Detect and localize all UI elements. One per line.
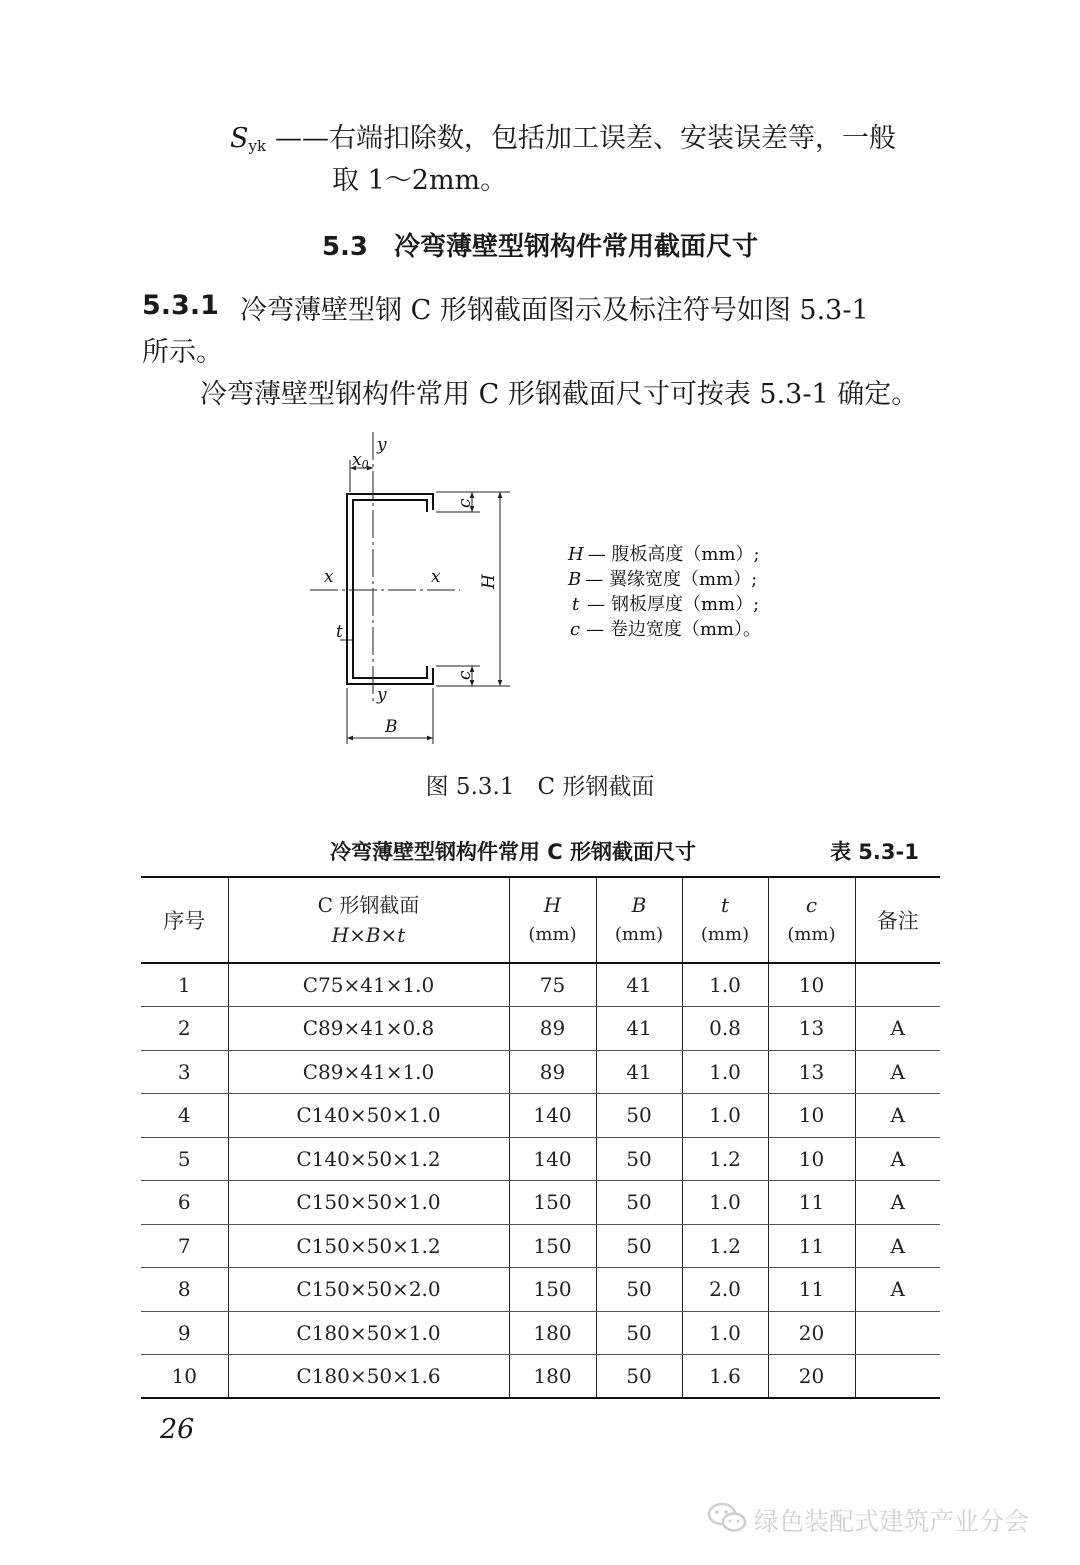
cell-section: C89×41×1.0	[228, 1050, 509, 1094]
definition-line-1: ——右端扣除数，包括加工误差、安装误差等，一般	[275, 123, 896, 154]
label-x0: x0	[352, 450, 369, 471]
cell-c: 13	[768, 1050, 855, 1094]
symbol-sub: yk	[248, 137, 267, 155]
cell-section: C180×50×1.6	[228, 1355, 509, 1399]
header-index: 序号	[141, 877, 228, 963]
cell-t: 1.0	[682, 963, 768, 1007]
cell-H: 140	[509, 1137, 596, 1181]
cell-no: 7	[141, 1224, 228, 1268]
wechat-icon	[706, 1500, 750, 1536]
clause-line-1: 冷弯薄壁型钢 C 形钢截面图示及标注符号如图 5.3-1	[240, 295, 869, 326]
cell-H: 150	[509, 1181, 596, 1225]
page-number: 26	[160, 1414, 195, 1445]
cell-no: 9	[141, 1311, 228, 1355]
cell-c: 10	[768, 1137, 855, 1181]
header-t: t (mm)	[682, 877, 768, 963]
cell-B: 41	[596, 1007, 682, 1051]
cell-c: 11	[768, 1181, 855, 1225]
legend-item: H — 腹板高度（mm）;	[568, 544, 760, 565]
cell-B: 50	[596, 1224, 682, 1268]
label-c-bottom: c	[455, 670, 475, 680]
label-x-left: x	[324, 567, 334, 587]
cell-section: C89×41×0.8	[228, 1007, 509, 1051]
cell-t: 1.0	[682, 1311, 768, 1355]
cell-H: 89	[509, 1007, 596, 1051]
cell-no: 8	[141, 1268, 228, 1312]
c-section-outline-inner	[353, 500, 427, 678]
cell-B: 50	[596, 1268, 682, 1312]
cell-B: 41	[596, 963, 682, 1007]
label-c-top: c	[455, 498, 475, 508]
table-header-row	[141, 877, 940, 963]
label-B: B	[385, 717, 398, 737]
cell-c: 20	[768, 1355, 855, 1399]
cell-note: A	[855, 1050, 940, 1094]
table-row	[141, 1311, 940, 1355]
watermark-text: 绿色装配式建筑产业分会	[754, 1507, 1030, 1536]
cell-section: C180×50×1.0	[228, 1311, 509, 1355]
cell-note: A	[855, 1137, 940, 1181]
cell-t: 0.8	[682, 1007, 768, 1051]
label-x-right: x	[431, 567, 441, 587]
definition-symbol	[230, 118, 266, 167]
symbol-main: S	[230, 123, 249, 154]
cell-t: 1.2	[682, 1224, 768, 1268]
cell-H: 75	[509, 963, 596, 1007]
cell-c: 13	[768, 1007, 855, 1051]
header-B: B (mm)	[596, 877, 682, 963]
section-size-table	[141, 876, 940, 1399]
label-y-top: y	[377, 435, 387, 455]
cell-no: 1	[141, 963, 228, 1007]
header-c: c (mm)	[768, 877, 855, 963]
header-H: H (mm)	[509, 877, 596, 963]
cell-B: 50	[596, 1355, 682, 1399]
cell-c: 11	[768, 1268, 855, 1312]
legend-item: B — 翼缘宽度（mm）;	[568, 569, 758, 590]
cell-note	[855, 1311, 940, 1355]
cell-note: A	[855, 1181, 940, 1225]
cell-section: C150×50×1.0	[228, 1181, 509, 1225]
header-note: 备注	[855, 877, 940, 963]
cell-B: 50	[596, 1137, 682, 1181]
cell-t: 1.2	[682, 1137, 768, 1181]
cell-t: 1.0	[682, 1094, 768, 1138]
table-title: 冷弯薄壁型钢构件常用 C 形钢截面尺寸	[330, 840, 697, 864]
label-H: H	[479, 574, 499, 589]
cell-note: A	[855, 1007, 940, 1051]
table-row	[141, 1355, 940, 1399]
table-row	[141, 1268, 940, 1312]
cell-t: 1.0	[682, 1181, 768, 1225]
clause-number: 5.3.1	[142, 290, 219, 321]
table-row	[141, 1094, 940, 1138]
cell-B: 50	[596, 1094, 682, 1138]
cell-H: 180	[509, 1311, 596, 1355]
cell-section: C140×50×1.0	[228, 1094, 509, 1138]
cell-H: 140	[509, 1094, 596, 1138]
cell-B: 50	[596, 1311, 682, 1355]
cell-B: 41	[596, 1050, 682, 1094]
cell-H: 89	[509, 1050, 596, 1094]
figure-caption: 图 5.3.1 C 形钢截面	[425, 774, 655, 800]
cell-t: 2.0	[682, 1268, 768, 1312]
header-section: C 形钢截面 H×B×t	[228, 877, 509, 963]
cell-B: 50	[596, 1181, 682, 1225]
clause-paragraph-2: 冷弯薄壁型钢构件常用 C 形钢截面尺寸可按表 5.3-1 确定。	[200, 379, 919, 410]
definition-line-2: 取 1～2mm。	[332, 165, 508, 196]
cell-note	[855, 963, 940, 1007]
table-row	[141, 963, 940, 1007]
table-row	[141, 1181, 940, 1225]
table-row	[141, 1007, 940, 1051]
cell-no: 2	[141, 1007, 228, 1051]
label-y-bottom: y	[377, 685, 387, 705]
cell-c: 10	[768, 1094, 855, 1138]
table-row	[141, 1137, 940, 1181]
cell-no: 10	[141, 1355, 228, 1399]
cell-no: 3	[141, 1050, 228, 1094]
legend-item: c — 卷边宽度（mm）。	[570, 619, 761, 640]
cell-note: A	[855, 1224, 940, 1268]
cell-note	[855, 1355, 940, 1399]
cell-c: 10	[768, 963, 855, 1007]
cell-H: 150	[509, 1224, 596, 1268]
cell-no: 5	[141, 1137, 228, 1181]
cell-c: 20	[768, 1311, 855, 1355]
cell-t: 1.0	[682, 1050, 768, 1094]
table-number: 表 5.3-1	[830, 840, 919, 864]
cell-H: 150	[509, 1268, 596, 1312]
c-section-outline-outer	[347, 494, 433, 684]
cell-section: C140×50×1.2	[228, 1137, 509, 1181]
cell-H: 180	[509, 1355, 596, 1399]
cell-note: A	[855, 1268, 940, 1312]
cell-no: 4	[141, 1094, 228, 1138]
cell-section: C150×50×2.0	[228, 1268, 509, 1312]
clause-line-2: 所示。	[142, 337, 223, 368]
table-row	[141, 1224, 940, 1268]
c-section-figure	[300, 432, 780, 752]
cell-t: 1.6	[682, 1355, 768, 1399]
cell-c: 11	[768, 1224, 855, 1268]
cell-note: A	[855, 1094, 940, 1138]
cell-no: 6	[141, 1181, 228, 1225]
cell-section: C75×41×1.0	[228, 963, 509, 1007]
legend-item: t — 钢板厚度（mm）;	[572, 594, 760, 615]
label-t: t	[336, 622, 343, 642]
table-row	[141, 1050, 940, 1094]
section-title: 5.3 冷弯薄壁型钢构件常用截面尺寸	[321, 232, 759, 262]
cell-section: C150×50×1.2	[228, 1224, 509, 1268]
watermark	[706, 1500, 1030, 1536]
